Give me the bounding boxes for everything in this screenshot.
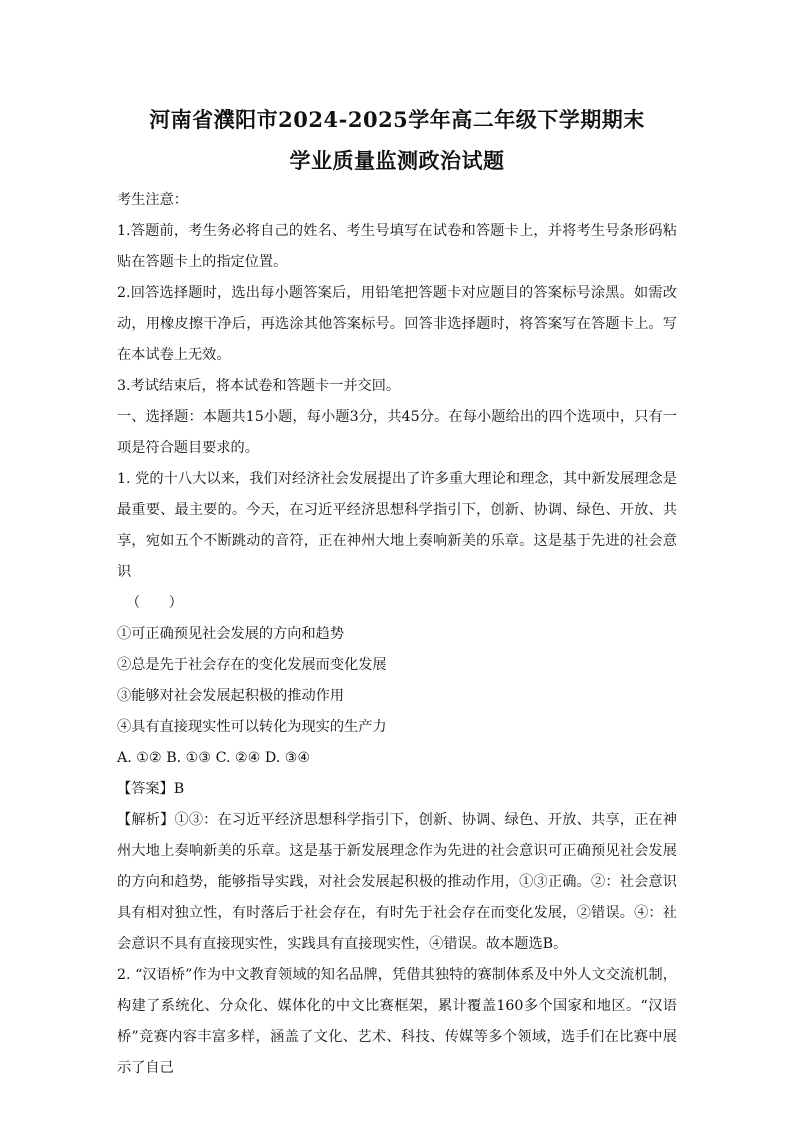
notice-item-2: 2.回答选择题时，选出每小题答案后，用铅笔把答题卡对应题目的答案标号涂黑。如需改动，用橡皮擦干净后，再选涂其他答案标号。回答非选择题时，将答案写在答题卡上。写在本试卷上无效。 (117, 285, 677, 363)
section-heading: 一、选择题：本题共15小题，每小题3分，共45分。在每小题给出的四个选项中，只有一项是符合题目要求的。 (117, 409, 677, 456)
notice-item-3: 3.考试结束后，将本试卷和答题卡一并交回。 (117, 378, 401, 394)
document-title-line2: 学业质量监测政治试题 (289, 148, 505, 173)
notice-heading: 考生注意： (117, 192, 188, 208)
notice-item-1: 1.答题前，考生务必将自己的姓名、考生号填写在试卷和答题卡上，并将考生号条形码粘贴在答题卡上的指定位置。 (117, 223, 677, 270)
question-1-analysis: 【解析】①③：在习近平经济思想科学指引下，创新、协调、绿色、开放、共享，正在神州大地上奏响新美的乐章。这是基于新发展理念作为先进的社会意识可正确预见社会发展的方向和趋势，能够指导实践，对社会发展起积极的推动作用，①③正确。②：社会意识具有相对独立性，有时落后于社会存在，有时先于社会存在而变化发展，②错误。④：社会意识不具有直接现实性，实践具有直接现实性，④错误。故本题选B。 (117, 812, 677, 952)
question-2-stem: 2. “汉语桥”作为中文教育领域的知名品牌，凭借其独特的赛制体系及中外人文交流机制，构建了系统化、分众化、媒体化的中文比赛框架，累计覆盖160多个国家和地区。“汉语桥”竞赛内容丰富多样，涵盖了文化、艺术、科技、传媒等多个领域，选手们在比赛中展示了自己 (117, 967, 677, 1076)
question-1-statement-3: ③能够对社会发展起积极的推动作用 (117, 688, 345, 704)
document-title-line1: 河南省濮阳市2024-2025学年高二年级下学期期末 (149, 107, 645, 132)
question-1-statement-4: ④具有直接现实性可以转化为现实的生产力 (117, 719, 387, 735)
question-1-answer-blank: （ ） (126, 595, 183, 611)
question-1-statement-1: ①可正确预见社会发展的方向和趋势 (117, 626, 345, 642)
question-1-answer: 【答案】B (117, 781, 185, 797)
question-1-options: A. ①② B. ①③ C. ②④ D. ③④ (117, 750, 311, 766)
question-1-statement-2: ②总是先于社会存在的变化发展而变化发展 (117, 657, 387, 673)
document-body (117, 185, 677, 1084)
question-1-stem: 1. 党的十八大以来，我们对经济社会发展提出了许多重大理论和理念，其中新发展理念是最重要、最主要的。今天，在习近平经济思想科学指引下，创新、协调、绿色、开放、共享，宛如五个不断跳动的音符，正在神州大地上奏响新美的乐章。这是基于先进的社会意识 (117, 471, 677, 580)
